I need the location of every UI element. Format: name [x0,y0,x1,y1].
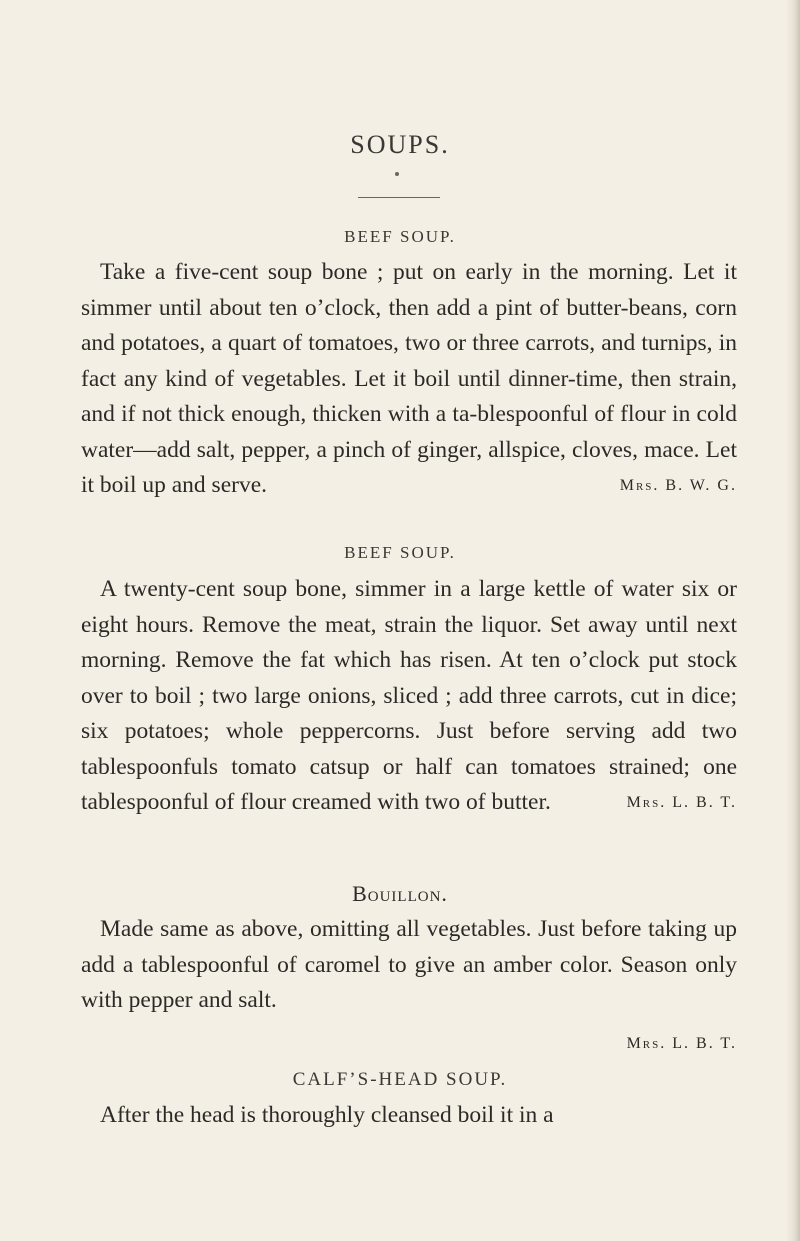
recipe-body: Take a five-cent soup bone ; put on early in the morning. Let it simmer until about ten o’clock, then add a pint of butter-beans, corn and potatoes, a quart of tomatoes, two or three carrots, and turnips, in fact any kind of vegetables. Let it boil until dinner-time, then strain, and if not thick enough, thicken with a ta-blespoonful of flour in cold water—add salt, pepper, a pinch of ginger, allspice, cloves, mace. Let it boil up and serve. [81,259,737,498]
recipe-heading-calfs-head-soup: CALF’S-HEAD SOUP. [292,1069,508,1090]
recipe-heading-beef-soup-1: BEEF SOUP. [344,227,456,246]
recipe-text-beef-soup-2 [81,572,737,821]
recipe-text-bouillon [81,912,737,1019]
recipe-heading-bouillon: Bouillon. [352,881,448,906]
recipe-body: Made same as above, omitting all vegetables. Just before taking up add a tablespoonful of caromel to give an amber color. Season only with pepper and salt. [81,916,737,1013]
recipe-body: A twenty-cent soup bone, simmer in a large kettle of water six or eight hours. Remove the meat, strain the liquor. Set away until next morning. Remove the fat which has risen. At ten o’clock put stock over to boil ; two large onions, sliced ; add three carrots, cut in dice; six potatoes; whole peppercorns. Just before serving add two tablespoonfuls tomato catsup or half can tomatoes strained; one tablespoonful of flour creamed with two of butter. [81,576,737,815]
recipe-body: After the head is thoroughly cleansed boil it in a [100,1102,554,1128]
recipe-author: Mrs. L. B. T. [626,794,737,811]
title-rule [358,197,440,198]
page-title: SOUPS. [350,130,450,159]
recipe-author: Mrs. L. B. T. [626,1035,737,1052]
page-edge-shadow [786,0,800,1241]
recipe-author: Mrs. B. W. G. [619,477,737,494]
recipe-text-beef-soup-1 [81,255,737,504]
ornament-dot [395,172,399,176]
recipe-heading-beef-soup-2: BEEF SOUP. [344,543,456,562]
recipe-text-calfs-head-soup [81,1098,737,1134]
